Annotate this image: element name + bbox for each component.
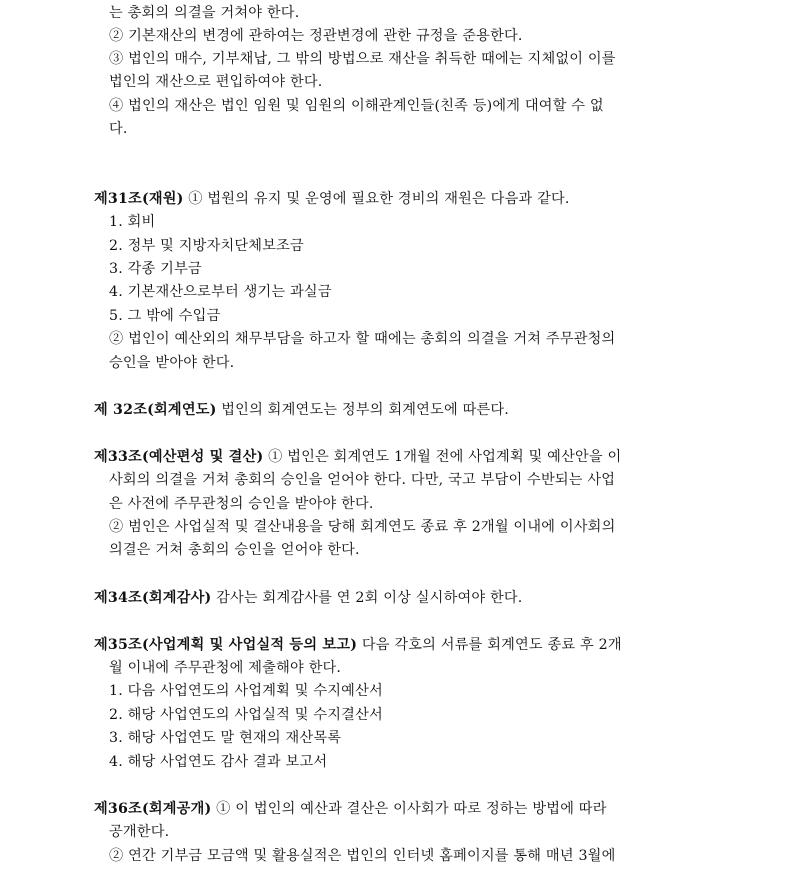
- list-item: 2. 정부 및 지방자치단체보조금: [109, 238, 304, 254]
- list-item: 4. 해당 사업연도 감사 결과 보고서: [109, 754, 328, 770]
- text-line: 월 이내에 주무관청에 제출해야 한다.: [109, 660, 342, 676]
- article-text: ① 법인은 회계연도 1개월 전에 사업계획 및 예산안을 이: [263, 449, 622, 465]
- article-title: 제31조(재원): [94, 191, 184, 207]
- list-item: 3. 각종 기부금: [109, 261, 202, 277]
- list-item: 3. 해당 사업연도 말 현재의 재산목록: [109, 730, 342, 746]
- article-35-heading: [94, 635, 622, 655]
- article-text: 다음 각호의 서류를 회계연도 종료 후 2개: [357, 637, 622, 653]
- list-item: 5. 그 밖에 수입금: [109, 308, 221, 324]
- list-item: 1. 다음 사업연도의 사업계획 및 수지예산서: [109, 683, 383, 699]
- text-line: 은 사전에 주무관청의 승인을 받아야 한다.: [109, 496, 374, 512]
- text-line: 의결은 거쳐 총회의 승인을 얻어야 한다.: [109, 542, 360, 558]
- text-line: 승인을 받아야 한다.: [109, 355, 235, 371]
- article-text: ① 법원의 유지 및 운영에 필요한 경비의 재원은 다음과 같다.: [183, 191, 570, 207]
- list-item: 1. 회비: [109, 214, 156, 230]
- article-text: 법인의 회계연도는 정부의 회계연도에 따른다.: [216, 402, 510, 418]
- text-line: ② 연간 기부금 모금액 및 활용실적은 법인의 인터넷 홈페이지를 통해 매년 3월에: [109, 848, 616, 864]
- text-line: 다.: [109, 121, 128, 137]
- text-line: 사회의 의결을 거쳐 총회의 승인을 얻어야 한다. 다만, 국고 부담이 수반되는 사업: [109, 472, 616, 488]
- article-title: 제33조(예산편성 및 결산): [94, 449, 264, 465]
- list-item: 2. 해당 사업연도의 사업실적 및 수지결산서: [109, 707, 383, 723]
- text-line: ③ 법인의 매수, 기부채납, 그 밖의 방법으로 재산을 취득한 때에는 지체없이 이를: [109, 51, 616, 67]
- article-text: 감사는 회계감사를 연 2회 이상 실시하여야 한다.: [211, 590, 523, 606]
- text-line: ② 범인은 사업실적 및 결산내용을 당해 회계연도 종료 후 2개월 이내에 이사회의: [109, 519, 616, 535]
- article-title: 제36조(회계공개): [94, 801, 212, 817]
- article-33-heading: [94, 447, 621, 467]
- list-item: 4. 기본재산으로부터 생기는 과실금: [109, 284, 332, 300]
- article-title: 제 32조(회계연도): [94, 402, 217, 418]
- article-title: 제34조(회계감사): [94, 590, 212, 606]
- article-34-heading: [94, 588, 523, 608]
- text-line: ② 법인이 예산외의 채무부담을 하고자 할 때에는 총회의 의결을 거쳐 주무관청의: [109, 331, 616, 347]
- text-line: ② 기본재산의 변경에 관하여는 정관변경에 관한 규정을 준용한다.: [109, 28, 523, 44]
- article-36-heading: [94, 799, 607, 819]
- article-32-heading: [94, 400, 509, 420]
- text-line: ④ 법인의 재산은 법인 임원 및 임원의 이해관계인들(친족 등)에게 대여할 수 없: [109, 98, 604, 114]
- article-31-heading: [94, 189, 570, 209]
- text-line: 공개한다.: [109, 824, 170, 840]
- article-text: ① 이 법인의 예산과 결산은 이사회가 따로 정하는 방법에 따라: [211, 801, 607, 817]
- text-line: 는 총회의 의결을 거쳐야 한다.: [109, 5, 300, 21]
- article-title: 제35조(사업계획 및 사업실적 등의 보고): [94, 637, 358, 653]
- text-line: 법인의 재산으로 편입하여야 한다.: [109, 74, 323, 90]
